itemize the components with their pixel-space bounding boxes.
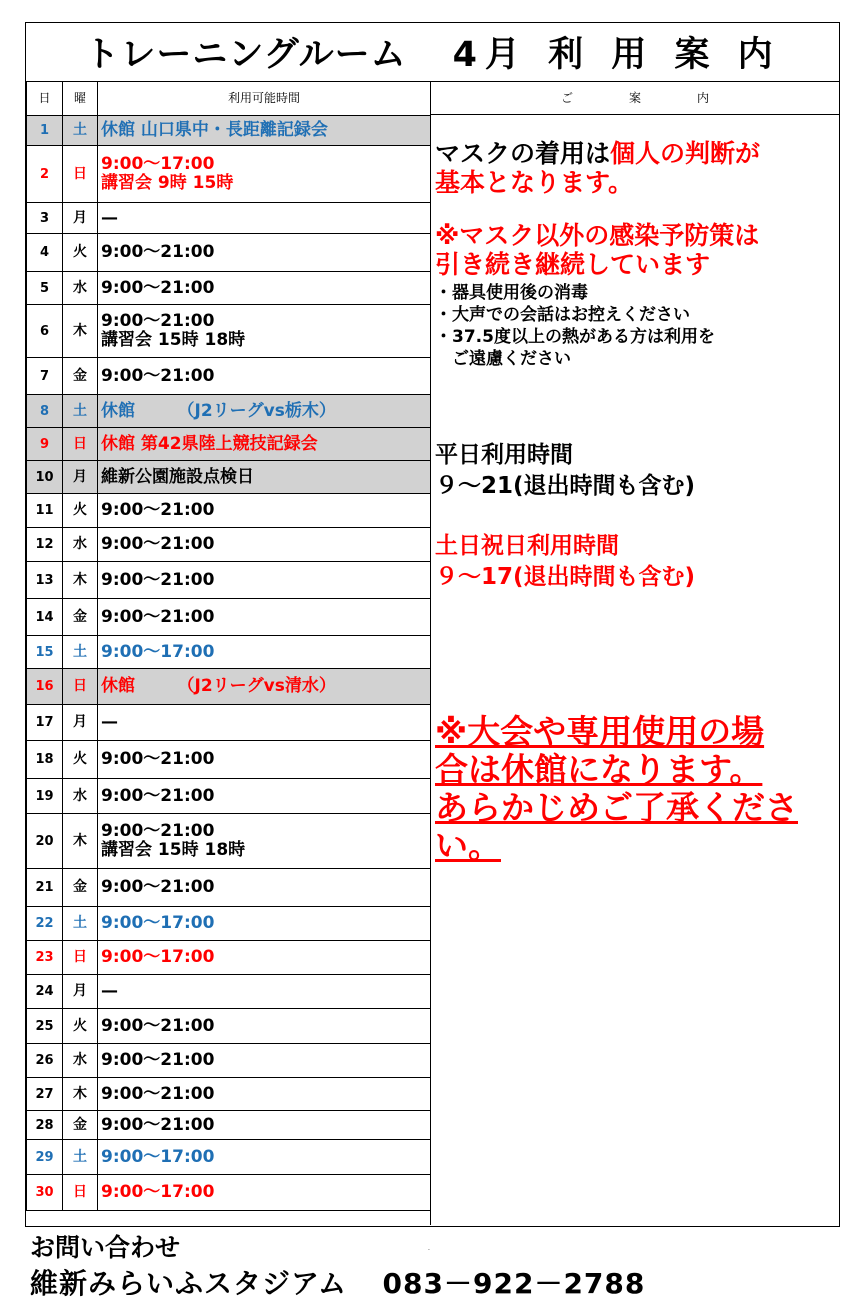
day-cell: 5 xyxy=(27,272,63,305)
day-cell: 1 xyxy=(27,116,63,146)
weekday-cell: 木 xyxy=(63,305,98,358)
hours-line: 9:00～21:00 xyxy=(101,365,215,386)
guide-header-3: 内 xyxy=(697,91,710,105)
weekday-cell: 日 xyxy=(63,669,98,705)
closure-notice-3: あらかじめご了承くださ xyxy=(435,788,798,827)
guide-panel xyxy=(430,115,839,1225)
lecture-line: 講習会 9時 15時 xyxy=(101,173,234,193)
hours-line: 9:00～21:00 xyxy=(101,569,215,590)
prevention-line-1: ※マスク以外の感染予防策は xyxy=(435,221,760,250)
table-row xyxy=(27,705,431,741)
day-cell: 22 xyxy=(27,907,63,941)
table-row xyxy=(27,975,431,1009)
table-row xyxy=(27,116,431,146)
day-cell: 7 xyxy=(27,358,63,395)
table-row xyxy=(27,907,431,941)
day-cell: 25 xyxy=(27,1009,63,1044)
hours-line: — xyxy=(101,981,118,1001)
day-cell: 8 xyxy=(27,395,63,428)
table-row xyxy=(27,599,431,636)
table-row xyxy=(27,814,431,869)
hours-cell xyxy=(98,1175,431,1211)
weekday-cell: 水 xyxy=(63,779,98,814)
hours-line: 9:00～21:00 xyxy=(101,749,215,769)
weekday-cell: 金 xyxy=(63,869,98,907)
closure-notice-1: ※大会や専用使用の場 xyxy=(435,712,765,751)
day-cell: 9 xyxy=(27,428,63,461)
day-cell: 23 xyxy=(27,941,63,975)
hours-line: 9:00～17:00 xyxy=(101,154,215,174)
table-row xyxy=(27,1078,431,1111)
mask-text-b: 個人の判断が xyxy=(610,139,761,168)
day-cell: 16 xyxy=(27,669,63,705)
table-row xyxy=(27,461,431,494)
title-month: 4月 利 用 案 内 xyxy=(452,35,781,75)
day-cell: 12 xyxy=(27,528,63,562)
weekday-cell: 木 xyxy=(63,814,98,869)
hours-line: 休館 第42県陸上競技記録会 xyxy=(101,433,318,454)
day-cell: 15 xyxy=(27,636,63,669)
hours-cell xyxy=(98,203,431,234)
phone-number[interactable]: 083－922－2788 xyxy=(382,1267,646,1300)
table-row xyxy=(27,395,431,428)
weekday-cell: 木 xyxy=(63,562,98,599)
hours-cell xyxy=(98,116,431,146)
hours-line: 9:00～21:00 xyxy=(101,277,215,298)
mask-line-1 xyxy=(435,139,760,168)
weekday-cell: 土 xyxy=(63,636,98,669)
day-cell: 11 xyxy=(27,494,63,528)
hours-cell xyxy=(98,779,431,814)
hours-cell xyxy=(98,869,431,907)
hours-line: 9:00～21:00 xyxy=(101,311,215,331)
hours-cell xyxy=(98,1044,431,1078)
table-row xyxy=(27,428,431,461)
weekday-cell: 土 xyxy=(63,1140,98,1175)
weekday-cell: 水 xyxy=(63,272,98,305)
holiday-hours-title: 土日祝日利用時間 xyxy=(435,533,619,559)
table-row xyxy=(27,869,431,907)
weekday-cell: 月 xyxy=(63,705,98,741)
weekday-cell: 土 xyxy=(63,395,98,428)
hours-cell xyxy=(98,1078,431,1111)
table-row xyxy=(27,146,431,203)
table-row xyxy=(27,528,431,562)
facility-name: 維新みらいふスタジアム xyxy=(30,1267,348,1300)
weekday-cell: 日 xyxy=(63,146,98,203)
guide-header xyxy=(430,81,839,115)
hours-line: 9:00～17:00 xyxy=(101,1146,215,1167)
table-row xyxy=(27,234,431,272)
hours-cell xyxy=(98,358,431,395)
prevention-line-2: 引き続き継続しています xyxy=(435,250,711,279)
hours-cell xyxy=(98,146,431,203)
weekday-cell: 日 xyxy=(63,428,98,461)
weekday-cell: 日 xyxy=(63,1175,98,1211)
table-row xyxy=(27,1140,431,1175)
table-row xyxy=(27,1009,431,1044)
table-row xyxy=(27,562,431,599)
day-cell: 28 xyxy=(27,1111,63,1140)
hours-cell xyxy=(98,272,431,305)
table-row xyxy=(27,1044,431,1078)
closure-notice-2: 合は休館になります。 xyxy=(435,750,763,789)
weekday-hours-value: ９～21(退出時間も含む) xyxy=(435,473,696,499)
hours-line: 9:00～21:00 xyxy=(101,785,215,806)
weekday-cell: 水 xyxy=(63,528,98,562)
guide-header-1: ご xyxy=(560,91,573,105)
hours-cell xyxy=(98,234,431,272)
table-row xyxy=(27,669,431,705)
mask-line-2: 基本となります。 xyxy=(435,168,634,197)
hours-cell xyxy=(98,494,431,528)
hours-line: 9:00～17:00 xyxy=(101,913,215,933)
header-day: 日 xyxy=(27,82,63,116)
hours-line: 休館 （J2リーグvs栃木） xyxy=(101,400,336,421)
hours-cell xyxy=(98,1111,431,1140)
lecture-line: 講習会 15時 18時 xyxy=(101,840,246,860)
hours-line: 9:00～21:00 xyxy=(101,606,215,627)
weekday-cell: 火 xyxy=(63,1009,98,1044)
header-hours: 利用可能時間 xyxy=(98,82,431,116)
hours-cell xyxy=(98,1140,431,1175)
hours-cell xyxy=(98,461,431,494)
day-cell: 2 xyxy=(27,146,63,203)
prevention-item: ・大声での会話はお控えください xyxy=(435,305,690,325)
table-row xyxy=(27,272,431,305)
day-cell: 13 xyxy=(27,562,63,599)
table-row xyxy=(27,494,431,528)
day-cell: 3 xyxy=(27,203,63,234)
day-cell: 21 xyxy=(27,869,63,907)
weekday-cell: 火 xyxy=(63,494,98,528)
weekday-cell: 木 xyxy=(63,1078,98,1111)
weekday-cell: 金 xyxy=(63,599,98,636)
title-main: トレーニングルーム xyxy=(84,35,407,75)
hours-cell xyxy=(98,636,431,669)
weekday-cell: 土 xyxy=(63,116,98,146)
hours-cell xyxy=(98,599,431,636)
page-title xyxy=(26,23,839,82)
day-cell: 29 xyxy=(27,1140,63,1175)
day-cell: 24 xyxy=(27,975,63,1009)
table-row xyxy=(27,203,431,234)
guide-header-2: 案 xyxy=(628,91,641,105)
hours-line: 9:00～21:00 xyxy=(101,534,215,554)
table-row xyxy=(27,1175,431,1211)
hours-line: 休館 山口県中・長距離記録会 xyxy=(101,120,328,140)
table-row xyxy=(27,636,431,669)
table-row xyxy=(27,1111,431,1140)
hours-line: 維新公園施設点検日 xyxy=(101,466,254,487)
day-cell: 30 xyxy=(27,1175,63,1211)
contact-label: お問い合わせ xyxy=(30,1233,181,1262)
hours-cell xyxy=(98,428,431,461)
weekday-cell: 月 xyxy=(63,461,98,494)
hours-line: 9:00～21:00 xyxy=(101,877,215,897)
day-cell: 18 xyxy=(27,741,63,779)
weekday-cell: 月 xyxy=(63,203,98,234)
header-weekday: 曜 xyxy=(63,82,98,116)
hours-cell xyxy=(98,814,431,869)
hours-cell xyxy=(98,941,431,975)
table-row xyxy=(27,305,431,358)
prevention-item: ・器具使用後の消毒 xyxy=(435,283,588,303)
hours-line: 9:00～21:00 xyxy=(101,1015,215,1036)
holiday-hours-value: ９～17(退出時間も含む) xyxy=(435,564,696,590)
hours-line: 9:00～21:00 xyxy=(101,1083,215,1104)
table-row xyxy=(27,741,431,779)
day-cell: 17 xyxy=(27,705,63,741)
weekday-cell: 火 xyxy=(63,234,98,272)
lecture-line: 講習会 15時 18時 xyxy=(101,330,246,350)
prevention-item: ご遠慮ください xyxy=(435,349,571,369)
day-cell: 27 xyxy=(27,1078,63,1111)
hours-line: 9:00～17:00 xyxy=(101,1182,215,1202)
hours-line: — xyxy=(101,207,118,228)
hours-cell xyxy=(98,669,431,705)
weekday-cell: 月 xyxy=(63,975,98,1009)
table-row xyxy=(27,779,431,814)
hours-line: 9:00～21:00 xyxy=(101,1050,215,1070)
table-header-row xyxy=(27,82,431,116)
day-cell: 26 xyxy=(27,1044,63,1078)
weekday-cell: 金 xyxy=(63,358,98,395)
weekday-cell: 火 xyxy=(63,741,98,779)
hours-cell xyxy=(98,1009,431,1044)
hours-line: 9:00～21:00 xyxy=(101,500,215,520)
weekday-hours-title: 平日利用時間 xyxy=(435,442,573,468)
weekday-cell: 水 xyxy=(63,1044,98,1078)
hours-cell xyxy=(98,395,431,428)
day-cell: 19 xyxy=(27,779,63,814)
hours-line: 9:00～17:00 xyxy=(101,641,215,662)
hours-line: 休館 （J2リーグvs清水） xyxy=(101,676,336,696)
hours-line: 9:00～21:00 xyxy=(101,1114,215,1135)
hours-line: 9:00～21:00 xyxy=(101,242,215,262)
weekday-cell: 日 xyxy=(63,941,98,975)
weekday-cell: 金 xyxy=(63,1111,98,1140)
hours-line: — xyxy=(101,712,118,732)
prevention-item: ・37.5度以上の熱がある方は利用を xyxy=(435,327,715,347)
closure-notice-4: い。 xyxy=(435,826,501,865)
table-row xyxy=(27,941,431,975)
mask-text-a: マスクの着用は xyxy=(435,139,611,168)
table-row xyxy=(27,358,431,395)
hours-line: 9:00～21:00 xyxy=(101,821,215,841)
hours-cell xyxy=(98,562,431,599)
schedule-table xyxy=(26,81,431,1211)
hours-cell xyxy=(98,741,431,779)
day-cell: 20 xyxy=(27,814,63,869)
day-cell: 14 xyxy=(27,599,63,636)
hours-line: 9:00～17:00 xyxy=(101,947,215,967)
hours-cell xyxy=(98,907,431,941)
day-cell: 4 xyxy=(27,234,63,272)
day-cell: 6 xyxy=(27,305,63,358)
hours-cell xyxy=(98,305,431,358)
hours-cell xyxy=(98,975,431,1009)
weekday-cell: 土 xyxy=(63,907,98,941)
day-cell: 10 xyxy=(27,461,63,494)
schedule-sheet xyxy=(25,22,840,1227)
hours-cell xyxy=(98,528,431,562)
hours-cell xyxy=(98,705,431,741)
contact-line xyxy=(30,1262,645,1302)
